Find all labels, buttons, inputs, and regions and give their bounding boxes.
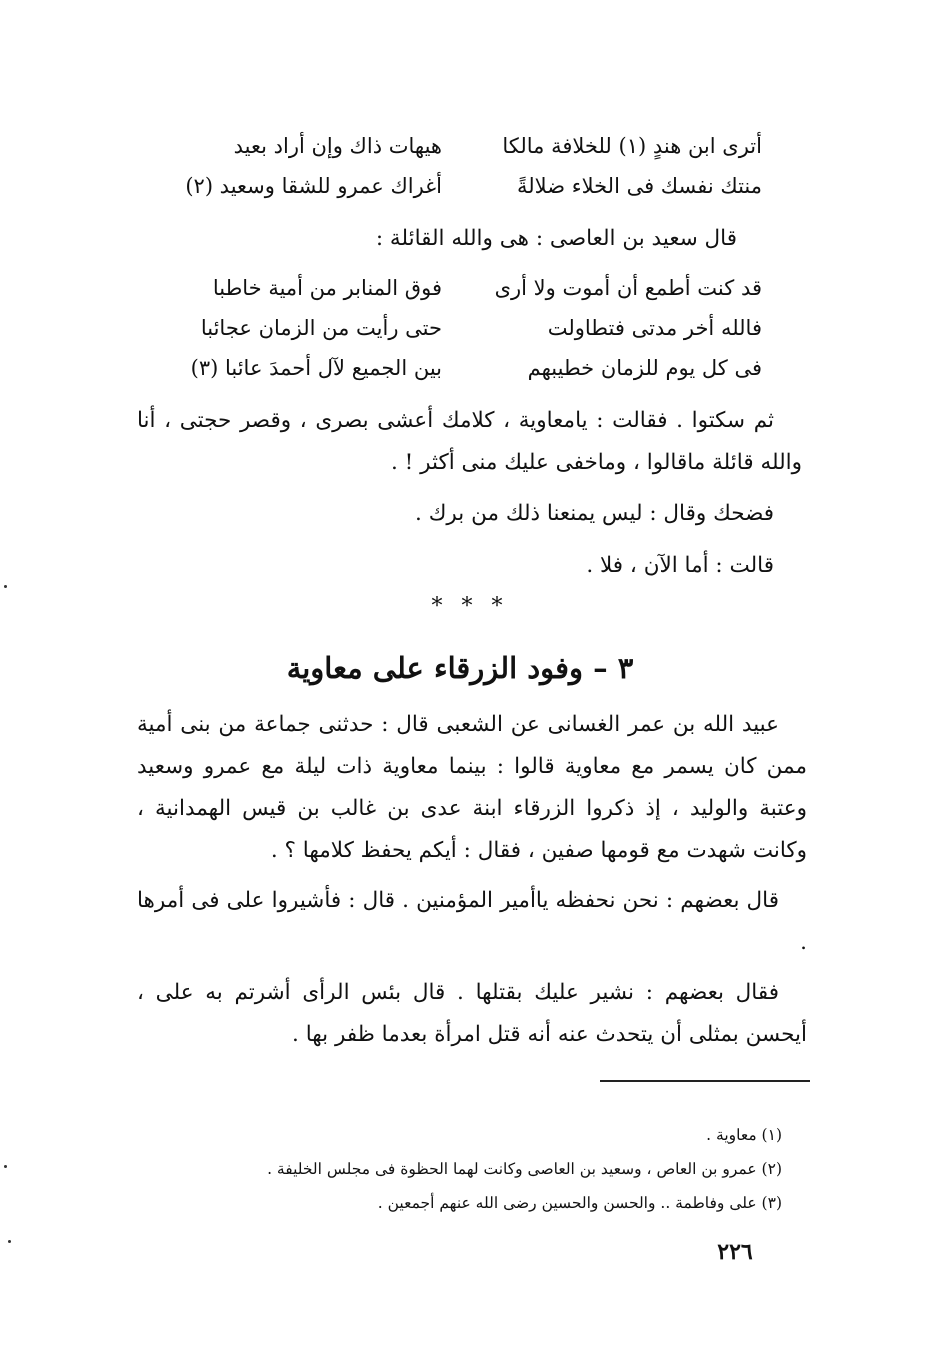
verse-line — [122, 166, 762, 206]
footnote-divider — [600, 1080, 810, 1082]
section-heading: ٣ – وفود الزرقاء على معاوية — [286, 651, 634, 685]
scan-speck — [8, 1240, 11, 1243]
intro-line: قال سعيد بن العاصى : هى والله القائلة : — [375, 226, 737, 251]
verse-first-hemistich: أترى ابن هندٍ (١) للخلافة مالكا — [502, 134, 762, 158]
verse-line — [122, 308, 762, 348]
verse-line — [122, 126, 762, 166]
page-number: ٢٢٦ — [717, 1239, 753, 1265]
paragraph: ثم سكتوا . فقالت : يامعاوية ، كلامك أعشى بصرى ، وقصر حجتى ، أنا والله قائلة ماقالوا ، وماخفى عليك منى أكثر ! . — [137, 408, 802, 475]
footnote: (٢) عمرو بن العاص ، وسعيد بن العاصى وكانت لهما الحظوة فى مجلس الخليفة . — [267, 1160, 782, 1178]
verse-first-hemistich: منتك نفسك فى الخلاء ضلالةً — [517, 174, 762, 198]
verse-second-hemistich: بين الجميع لآل أحمدَ عائبا (٣) — [190, 356, 442, 380]
poem-block-1 — [122, 126, 762, 206]
paragraph: قالت : أما الآن ، فلا . — [586, 553, 774, 578]
verse-first-hemistich: فى كل يوم للزمان خطيبهم — [527, 356, 762, 380]
poem-block-2 — [122, 268, 762, 388]
verse-second-hemistich: هيهات ذاك وإن أراد بعيد — [233, 134, 442, 158]
paragraph: قال بعضهم : نحن نحفظه ياأمير المؤمنين . قال : فأشيروا على فى أمرها . — [137, 888, 807, 955]
verse-first-hemistich: فالله أخر مدتى فتطاولت — [547, 316, 762, 340]
paragraph: فقال بعضهم : نشير عليك بقتلها . قال بئس الرأى أشرتم به على ، أيحسن بمثلى أن يتحدث عنه أنه قتل امرأة بعدما ظفر بها . — [137, 980, 807, 1047]
verse-second-hemistich: أغراك عمرو للشقا وسعيد (٢) — [185, 174, 442, 198]
verse-line — [122, 268, 762, 308]
footnote: (٣) على وفاطمة .. والحسن والحسين رضى الله عنهم أجمعين . — [377, 1194, 782, 1212]
paragraph: فضحك وقال : ليس يمنعنا ذلك من برك . — [415, 501, 774, 526]
verse-second-hemistich: فوق المنابر من أمية خاطبا — [212, 276, 442, 300]
verse-second-hemistich: حتى رأيت من الزمان عجائبا — [200, 316, 442, 340]
scan-speck — [4, 585, 7, 588]
scan-speck — [4, 1165, 7, 1168]
verse-line — [122, 348, 762, 388]
section-separator: * * * — [431, 594, 509, 619]
footnotes — [182, 1118, 782, 1220]
verse-first-hemistich: قد كنت أطمع أن أموت ولا أرى — [494, 276, 762, 300]
paragraph: عبيد الله بن عمر الغسانى عن الشعبى قال : حدثنى جماعة من بنى أمية ممن كان يسمر مع معاوية قالوا : بينما معاوية ذات ليلة مع عمرو وسعيد وعتبة والوليد ، إذ ذكروا الزرقاء ابنة عدى بن غالب بن قيس الهمدانية ، وكانت شهدت مع قومها صفين ، فقال : أيكم يحفظ كلامها ؟ . — [137, 712, 807, 863]
footnote: (١) معاوية . — [706, 1126, 782, 1144]
